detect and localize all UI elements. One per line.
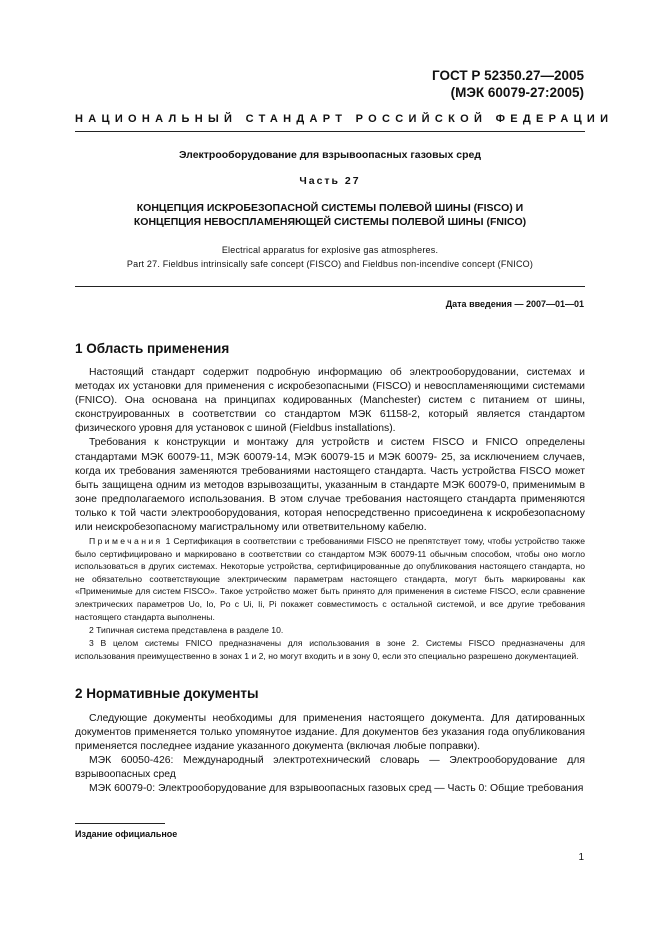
- part-label: Часть 27: [299, 175, 361, 187]
- page-number: 1: [578, 852, 584, 863]
- note-1-text: 1 Сертификация в соответствии с требованиями FISCO не препятствует тому, чтобы устройство также было сертифицировано и маркировано в соответствии со стандартом МЭК 60079-11 обычным способом, чтобы оно могло использоваться в других системах. Некоторые устройства, сертифицированные до опубликования настоящего стандарта, но не обязательно соответствующие электрическим параметрам настоящего стандарта, могут быть маркированы как «Применимые для систем FISCO». Такое устройство может быть принято для применения в системе FISCO, если сравнение электрических параметров Uo, Io, Po с Ui, Ii, Pi покажет совместимость с остальной системой, и все другие требования настоящего стандарта выполнены.: [75, 536, 585, 622]
- section-2-body: [75, 712, 585, 797]
- section-2-paragraph-1: Следующие документы необходимы для применения настоящего документа. Для датированных документов применяется только упомянутое издание. Для документов без указания года опубликования применяется последнее издание указанного документа (включая любые поправки).: [75, 713, 585, 753]
- reference-iec-60079-0: МЭК 60079-0: Электрооборудование для взрывоопасных газовых сред — Часть 0: Общие требования: [89, 783, 584, 795]
- section-1-paragraph-1: Настоящий стандарт содержит подробную информацию об электрооборудовании, системах и методах их установки для применения с искробезопасными (FISCO) и невоспламеняющими системами (FNICO). Она основана на принципах кодированных (Manchester) систем с питанием от шины, сконструированных в соответствии со стандартом МЭК 61158-2, который является стандартом физического уровня для установок с шиной (Fieldbus installations).: [75, 367, 585, 435]
- note-2: 2 Типичная система представлена в разделе 10.: [89, 624, 284, 635]
- note-3: 3 В целом системы FNICO предназначены для использования в зоне 2. Системы FISCO предназначены для использования преимущественно в зонах 1 и 2, но могут входить и в зону 0, если это специально разрешено документацией.: [75, 637, 585, 661]
- standard-designation: [432, 67, 584, 101]
- official-edition-label: Издание официальное: [75, 829, 178, 839]
- section-1-heading: 1 Область применения: [75, 341, 230, 356]
- english-title-line-1: Electrical apparatus for explosive gas atmospheres.: [221, 245, 439, 255]
- note-1: [75, 535, 585, 623]
- title-line-1: КОНЦЕПЦИЯ ИСКРОБЕЗОПАСНОЙ СИСТЕМЫ ПОЛЕВОЙ ШИНЫ (FISCO) И: [136, 202, 524, 214]
- introduction-date: Дата введения — 2007—01—01: [445, 299, 584, 309]
- national-standard-heading: НАЦИОНАЛЬНЫЙ СТАНДАРТ РОССИЙСКОЙ ФЕДЕРАЦИИ: [75, 113, 614, 125]
- header-rule: [75, 131, 585, 132]
- iec-number: (МЭК 60079-27:2005): [450, 85, 584, 100]
- document-subtitle: Электрооборудование для взрывоопасных газовых сред: [178, 149, 482, 161]
- note-label: Примечания: [89, 536, 163, 546]
- reference-iec-60050-426: МЭК 60050-426: Международный электротехнический словарь — Электрооборудование для взрывоопасных сред: [75, 755, 585, 781]
- section-1-paragraph-2: Требования к конструкции и монтажу для устройств и систем FISCO и FNICO определены стандартами МЭК 60079-11, МЭК 60079-14, МЭК 60079-15 и МЭК 60079- 25, за исключением случаев, когда их требования заменяются требованиями настоящего стандарта. Часть устройства FISCO может быть защищена одним из методов взрывозащиты, указанным в стандарте МЭК 60079-0, применимым в зоне предполагаемого использования. В этом случае требования настоящего стандарта применяются только к той части электрооборудования, которая непосредственно присоединена к искробезопасному или неискробезопасному магистральному или ответвительному кабелю.: [75, 437, 585, 534]
- title-rule: [75, 286, 585, 287]
- section-2-heading: 2 Нормативные документы: [75, 686, 259, 701]
- gost-number: ГОСТ Р 52350.27—2005: [432, 68, 584, 83]
- document-title: [75, 201, 585, 229]
- footer-rule: [75, 823, 165, 824]
- section-1-notes: [75, 535, 585, 663]
- english-title: [75, 243, 585, 271]
- english-title-line-2: Part 27. Fieldbus intrinsically safe concept (FISCO) and Fieldbus non-incendive concept (FNICO): [126, 259, 534, 269]
- title-line-2: КОНЦЕПЦИЯ НЕВОСПЛАМЕНЯЮЩЕЙ СИСТЕМЫ ПОЛЕВОЙ ШИНЫ (FNICO): [133, 216, 527, 228]
- section-1-body: [75, 366, 585, 535]
